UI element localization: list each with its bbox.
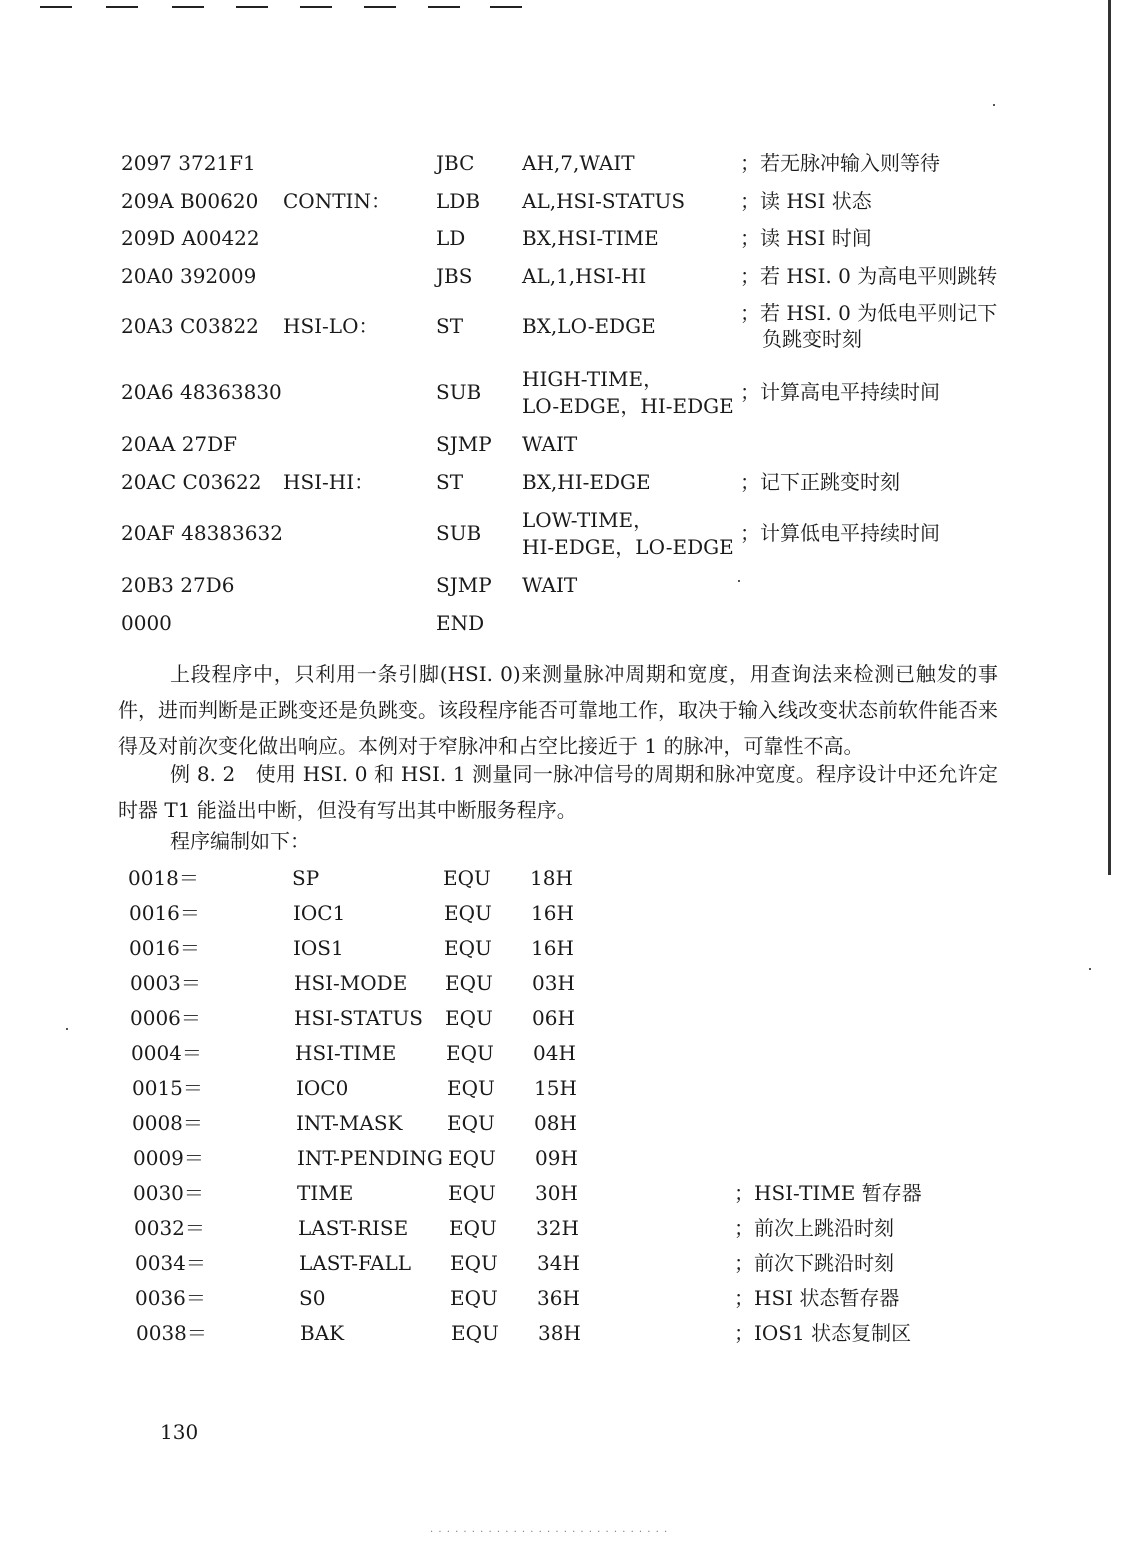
scan-artifact: [993, 104, 995, 106]
code-comment: ；若 HSI. 0 为高电平则跳转: [740, 264, 998, 288]
equ-line: [0, 1213, 1122, 1243]
code-line: [0, 263, 1122, 289]
code-operand: AL,1,HSI-HI: [522, 264, 647, 288]
code-line: [0, 300, 1122, 352]
code-line: [0, 572, 1122, 598]
equ-symbol: LAST-RISE: [298, 1216, 409, 1240]
code-operand: BX,LO-EDGE: [522, 314, 656, 338]
scan-artifact: [428, 6, 460, 8]
equ-symbol: HSI-STATUS: [294, 1006, 423, 1030]
equ-symbol: SP: [292, 866, 320, 890]
equ-value: 36H: [537, 1286, 580, 1310]
code-line: [0, 507, 1122, 559]
code-line: [0, 150, 1122, 176]
equ-line: [0, 1248, 1122, 1278]
code-operand: LO-EDGE，HI-EDGE: [522, 394, 734, 418]
equ-value: 16H: [531, 901, 574, 925]
scan-artifact: [364, 6, 396, 8]
equ-address: 0030＝: [133, 1181, 204, 1205]
paragraph-2: 例 8. 2 使用 HSI. 0 和 HSI. 1 测量同一脉冲信号的周期和脉冲宽度。程序设计中还允许定时器 T1 能溢出中断，但没有写出其中断服务程序。: [118, 762, 998, 822]
equ-value: 04H: [533, 1041, 576, 1065]
equ-symbol: IOC0: [296, 1076, 349, 1100]
equ-comment: ；前次上跳沿时刻: [734, 1216, 894, 1240]
equ-directive: EQU: [448, 1146, 496, 1170]
equ-line: [0, 1143, 1122, 1173]
equ-value: 03H: [532, 971, 575, 995]
equ-directive: EQU: [451, 1321, 499, 1345]
equ-directive: EQU: [443, 866, 491, 890]
equ-symbol: HSI-TIME: [295, 1041, 397, 1065]
equ-symbol: LAST-FALL: [299, 1251, 412, 1275]
equ-directive: EQU: [445, 971, 493, 995]
equ-directive: EQU: [450, 1251, 498, 1275]
equ-address: 0034＝: [135, 1251, 206, 1275]
scan-artifact: [300, 6, 332, 8]
code-label: HSI-LO：: [283, 314, 379, 338]
equ-line: [0, 933, 1122, 963]
equ-value: 09H: [535, 1146, 578, 1170]
code-label: CONTIN：: [283, 189, 391, 213]
equ-value: 16H: [531, 936, 574, 960]
code-address: 209D A00422: [121, 226, 260, 250]
code-line: [0, 610, 1122, 636]
code-line: [0, 469, 1122, 495]
equ-address: 0004＝: [131, 1041, 202, 1065]
code-comment: ；计算低电平持续时间: [740, 521, 940, 545]
equ-address: 0036＝: [135, 1286, 206, 1310]
code-address: 20B3 27D6: [121, 573, 235, 597]
equ-directive: EQU: [448, 1181, 496, 1205]
equ-value: 18H: [530, 866, 573, 890]
equ-address: 0038＝: [136, 1321, 207, 1345]
equ-directive: EQU: [444, 901, 492, 925]
code-comment: ；读 HSI 状态: [740, 189, 872, 213]
code-operand: WAIT: [522, 573, 578, 597]
code-opcode: LDB: [436, 189, 481, 213]
code-address: 20AA 27DF: [121, 432, 238, 456]
code-operand: HIGH-TIME，: [522, 367, 664, 391]
equ-line: [0, 1108, 1122, 1138]
code-opcode: SUB: [436, 380, 482, 404]
code-comment: ；记下正跳变时刻: [740, 470, 900, 494]
footer-scan-noise: . . . . . . . . . . . . . . . . . . . . . . . . . . . . .: [430, 1524, 669, 1535]
equ-address: 0018＝: [128, 866, 199, 890]
scan-artifact: [40, 6, 72, 8]
code-opcode: SJMP: [436, 432, 492, 456]
equ-symbol: HSI-MODE: [294, 971, 408, 995]
code-address: 20AC C03622: [121, 470, 262, 494]
code-comment: 负跳变时刻: [762, 327, 862, 351]
code-operand: AL,HSI-STATUS: [522, 189, 686, 213]
scan-artifact: [106, 6, 138, 8]
equ-directive: EQU: [444, 936, 492, 960]
equ-value: 06H: [532, 1006, 575, 1030]
code-line: [0, 188, 1122, 214]
equ-address: 0015＝: [132, 1076, 203, 1100]
paragraph-1: 上段程序中，只利用一条引脚(HSI. 0)来测量脉冲周期和宽度，用查询法来检测已触发的事件，进而判断是正跳变还是负跳变。该段程序能否可靠地工作，取决于输入线改变状态前软件能否来得及对前次变化做出响应。本例对于窄脉冲和占空比接近于 1 的脉冲，可靠性不高。: [118, 662, 998, 758]
code-line: [0, 366, 1122, 418]
equ-address: 0006＝: [130, 1006, 201, 1030]
code-opcode: SJMP: [436, 573, 492, 597]
equ-directive: EQU: [446, 1041, 494, 1065]
equ-line: [0, 1318, 1122, 1348]
equ-line: [0, 1003, 1122, 1033]
code-line: [0, 225, 1122, 251]
equ-address: 0003＝: [130, 971, 201, 995]
equ-value: 30H: [535, 1181, 578, 1205]
code-address: 20A3 C03822: [121, 314, 259, 338]
code-opcode: ST: [436, 314, 464, 338]
equ-value: 08H: [534, 1111, 577, 1135]
equ-directive: EQU: [445, 1006, 493, 1030]
scan-artifact: [236, 6, 268, 8]
equ-symbol: S0: [299, 1286, 326, 1310]
code-line: [0, 431, 1122, 457]
equ-value: 15H: [534, 1076, 577, 1100]
equ-value: 32H: [536, 1216, 579, 1240]
equ-address: 0009＝: [133, 1146, 204, 1170]
code-address: 20AF 48383632: [121, 521, 283, 545]
code-label: HSI-HI：: [283, 470, 375, 494]
equ-directive: EQU: [447, 1076, 495, 1100]
code-address: 20A6 48363830: [121, 380, 282, 404]
code-operand: BX,HSI-TIME: [522, 226, 659, 250]
equ-line: [0, 1038, 1122, 1068]
equ-value: 38H: [538, 1321, 581, 1345]
equ-comment: ；IOS1 状态复制区: [734, 1321, 912, 1345]
code-comment: ；若无脉冲输入则等待: [740, 151, 940, 175]
code-opcode: END: [436, 611, 485, 635]
equ-comment: ；前次下跳沿时刻: [734, 1251, 894, 1275]
scan-artifact: [490, 6, 522, 8]
code-opcode: LD: [436, 226, 466, 250]
equ-directive: EQU: [449, 1216, 497, 1240]
page-number: 130: [160, 1420, 199, 1444]
equ-address: 0016＝: [129, 901, 200, 925]
code-operand: HI-EDGE，LO-EDGE: [522, 535, 734, 559]
paragraph-3: 程序编制如下：: [170, 829, 310, 853]
code-comment: ；计算高电平持续时间: [740, 380, 940, 404]
equ-comment: ；HSI 状态暂存器: [734, 1286, 900, 1310]
code-address: 20A0 392009: [121, 264, 257, 288]
equ-symbol: BAK: [300, 1321, 345, 1345]
code-comment: ；若 HSI. 0 为低电平则记下: [740, 301, 998, 325]
equ-symbol: IOC1: [293, 901, 346, 925]
code-operand: LOW-TIME，: [522, 508, 654, 532]
equ-address: 0008＝: [132, 1111, 203, 1135]
equ-value: 34H: [537, 1251, 580, 1275]
equ-line: [0, 968, 1122, 998]
equ-directive: EQU: [447, 1111, 495, 1135]
code-operand: AH,7,WAIT: [522, 151, 635, 175]
equ-comment: ；HSI-TIME 暂存器: [734, 1181, 922, 1205]
equ-symbol: IOS1: [293, 936, 344, 960]
scan-artifact: [172, 6, 204, 8]
equ-line: [0, 898, 1122, 928]
code-opcode: ST: [436, 470, 464, 494]
equ-symbol: INT-MASK: [296, 1111, 403, 1135]
code-opcode: SUB: [436, 521, 482, 545]
code-opcode: JBS: [436, 264, 473, 288]
code-operand: BX,HI-EDGE: [522, 470, 651, 494]
code-address: 0000: [121, 611, 172, 635]
code-comment: ；读 HSI 时间: [740, 226, 872, 250]
equ-address: 0016＝: [129, 936, 200, 960]
equ-line: [0, 1178, 1122, 1208]
equ-address: 0032＝: [134, 1216, 205, 1240]
equ-line: [0, 1283, 1122, 1313]
code-address: 2097 3721F1: [121, 151, 256, 175]
equ-directive: EQU: [450, 1286, 498, 1310]
equ-line: [0, 863, 1122, 893]
code-opcode: JBC: [436, 151, 475, 175]
code-operand: WAIT: [522, 432, 578, 456]
equ-symbol: TIME: [297, 1181, 354, 1205]
code-address: 209A B00620: [121, 189, 259, 213]
equ-line: [0, 1073, 1122, 1103]
equ-symbol: INT-PENDING: [297, 1146, 443, 1170]
